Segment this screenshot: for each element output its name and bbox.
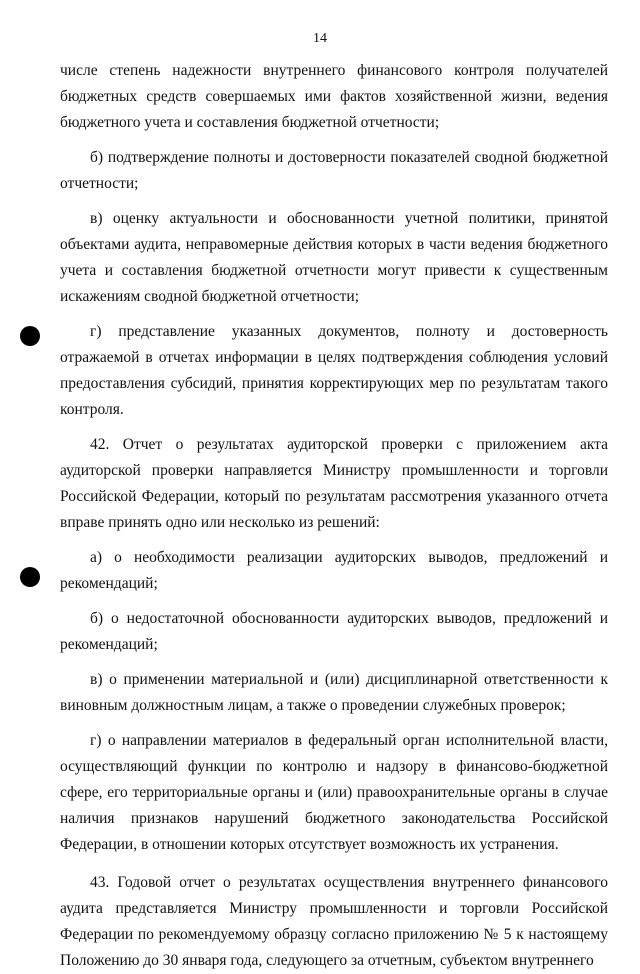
paragraph-clause-42: 42. Отчет о результатах аудиторской проверки с приложением акта аудиторской проверки направляется Министру промышленности и торговли Российской Федерации, который по результатам рассмотрения указанного отчета вправе принять одно или несколько из решений: [60, 436, 608, 531]
paragraph-decision-g: г) о направлении материалов в федеральный орган исполнительной власти, осуществляющий функции по контролю и надзору в финансово-бюджетной сфере, его территориальные органы и (или) правоохранительные органы в случае наличия признаков нарушений бюджетного законодательства Российской Федерации, в отношении которых отсутствует возможность их устранения. [60, 732, 608, 853]
paragraph-item-b: б) подтверждение полноты и достоверности показателей сводной бюджетной отчетности; [60, 149, 608, 192]
paragraph-decision-a: а) о необходимости реализации аудиторских выводов, предложений и рекомендаций; [60, 549, 608, 592]
punch-hole-mark [20, 567, 40, 587]
paragraph-item-v: в) оценку актуальности и обоснованности учетной политики, принятой объектами аудита, неправомерные действия которых в части ведения бюджетного учета и составления бюджетной отчетности могут привести к существенным искажениям сводной бюджетной отчетности; [60, 210, 608, 305]
paragraph-decision-v: в) о применении материальной и (или) дисциплинарной ответственности к виновным должностным лицам, а также о проведении служебных проверок; [60, 671, 608, 714]
punch-hole-mark [20, 326, 40, 346]
document-body [60, 58, 608, 974]
paragraph-decision-b: б) о недостаточной обоснованности аудиторских выводов, предложений и рекомендаций; [60, 610, 608, 653]
page-number: 14 [313, 31, 327, 46]
paragraph-continuation: числе степень надежности внутреннего финансового контроля получателей бюджетных средств совершаемых ими фактов хозяйственной жизни, ведения бюджетного учета и составления бюджетной отчетности; [60, 62, 608, 131]
paragraph-clause-43: 43. Годовой отчет о результатах осуществления внутреннего финансового аудита представляется Министру промышленности и торговли Российской Федерации по рекомендуемому образцу согласно приложению № 5 к настоящему Положению до 30 января года, следующего за отчетным, субъектом внутреннего [60, 874, 608, 969]
paragraph-item-g: г) представление указанных документов, полноту и достоверность отражаемой в отчетах информации в целях подтверждения соблюдения условий предоставления субсидий, принятия корректирующих мер по результатам такого контроля. [60, 323, 608, 418]
